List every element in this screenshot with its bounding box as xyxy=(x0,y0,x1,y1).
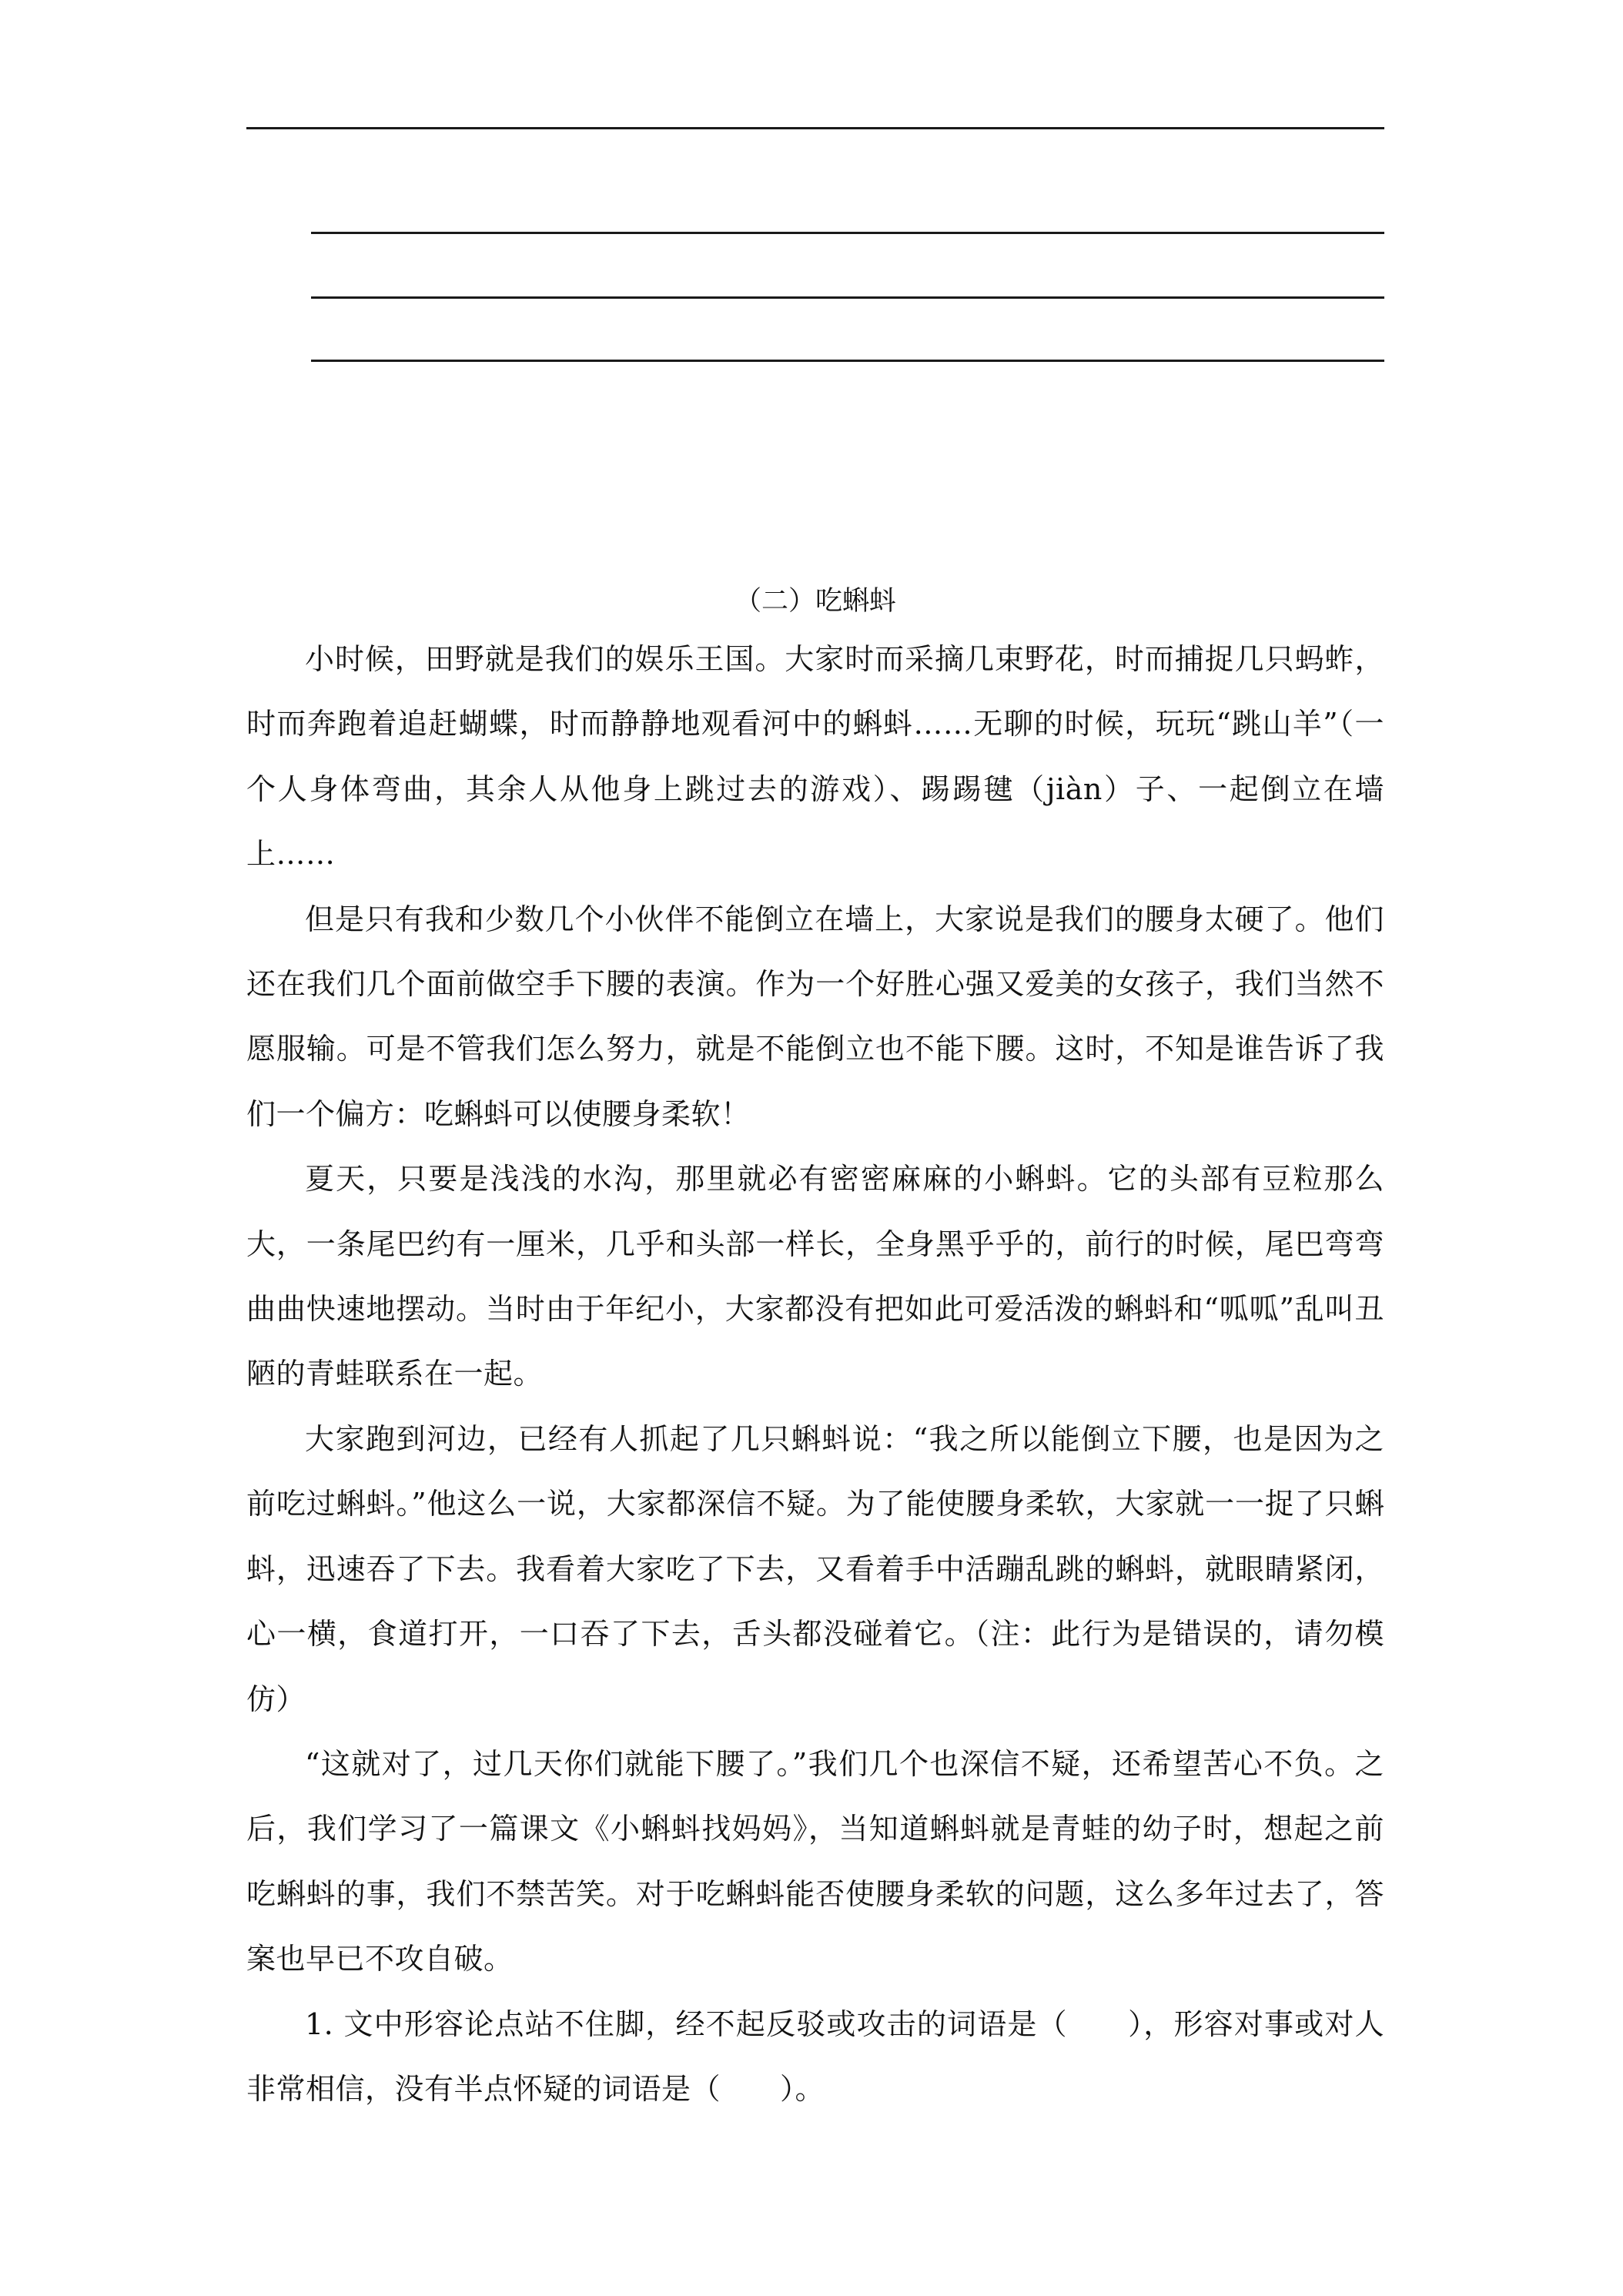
answer-line-3 xyxy=(311,360,1384,362)
paragraph-2: 但是只有我和少数几个小伙伴不能倒立在墙上，大家说是我们的腰身太硬了。他们还在我们几个面前做空手下腰的表演。作为一个好胜心强又爱美的女孩子，我们当然不愿服输。可是不管我们怎么努力，就是不能倒立也不能下腰。这时，不知是谁告诉了我们一个偏方：吃蝌蚪可以使腰身柔软！ xyxy=(246,902,1384,1131)
paragraph-1: 小时候，田野就是我们的娱乐王国。大家时而采摘几束野花，时而捕捉几只蚂蚱，时而奔跑着追赶蝴蝶，时而静静地观看河中的蝌蚪……无聊的时候，玩玩“跳山羊”（一个人身体弯曲，其余人从他身上跳过去的游戏）、踢踢毽（jiàn）子、一起倒立在墙上…… xyxy=(246,642,1384,872)
answer-line-top xyxy=(246,127,1384,129)
question-1: 1. 文中形容论点站不住脚，经不起反驳或攻击的词语是（ ），形容对事或对人非常相信，没有半点怀疑的词语是（ ）。 xyxy=(246,2006,1384,2106)
paragraph-5: “这就对了，过几天你们就能下腰了。”我们几个也深信不疑，还希望苦心不负。之后，我们学习了一篇课文《小蝌蚪找妈妈》，当知道蝌蚪就是青蛙的幼子时，想起之前吃蝌蚪的事，我们不禁苦笑。对于吃蝌蚪能否使腰身柔软的问题，这么多年过去了，答案也早已不攻自破。 xyxy=(246,1746,1384,1976)
paragraph-3: 夏天，只要是浅浅的水沟，那里就必有密密麻麻的小蝌蚪。它的头部有豆粒那么大，一条尾巴约有一厘米，几乎和头部一样长，全身黑乎乎的，前行的时候，尾巴弯弯曲曲快速地摆动。当时由于年纪小，大家都没有把如此可爱活泼的蝌蚪和“呱呱”乱叫丑陋的青蛙联系在一起。 xyxy=(246,1162,1384,1391)
paragraph-4: 大家跑到河边，已经有人抓起了几只蝌蚪说：“我之所以能倒立下腰，也是因为之前吃过蝌蚪。”他这么一说，大家都深信不疑。为了能使腰身柔软，大家就一一捉了只蝌蚪，迅速吞了下去。我看着大家吃了下去，又看着手中活蹦乱跳的蝌蚪，就眼睛紧闭，心一横，食道打开，一口吞了下去，舌头都没碰着它。（注：此行为是错误的，请勿模仿） xyxy=(246,1421,1384,1716)
passage-title: （二）吃蝌蚪 xyxy=(734,586,896,617)
answer-line-1 xyxy=(311,232,1384,234)
answer-line-2 xyxy=(311,296,1384,299)
reading-passage xyxy=(246,576,1384,2121)
